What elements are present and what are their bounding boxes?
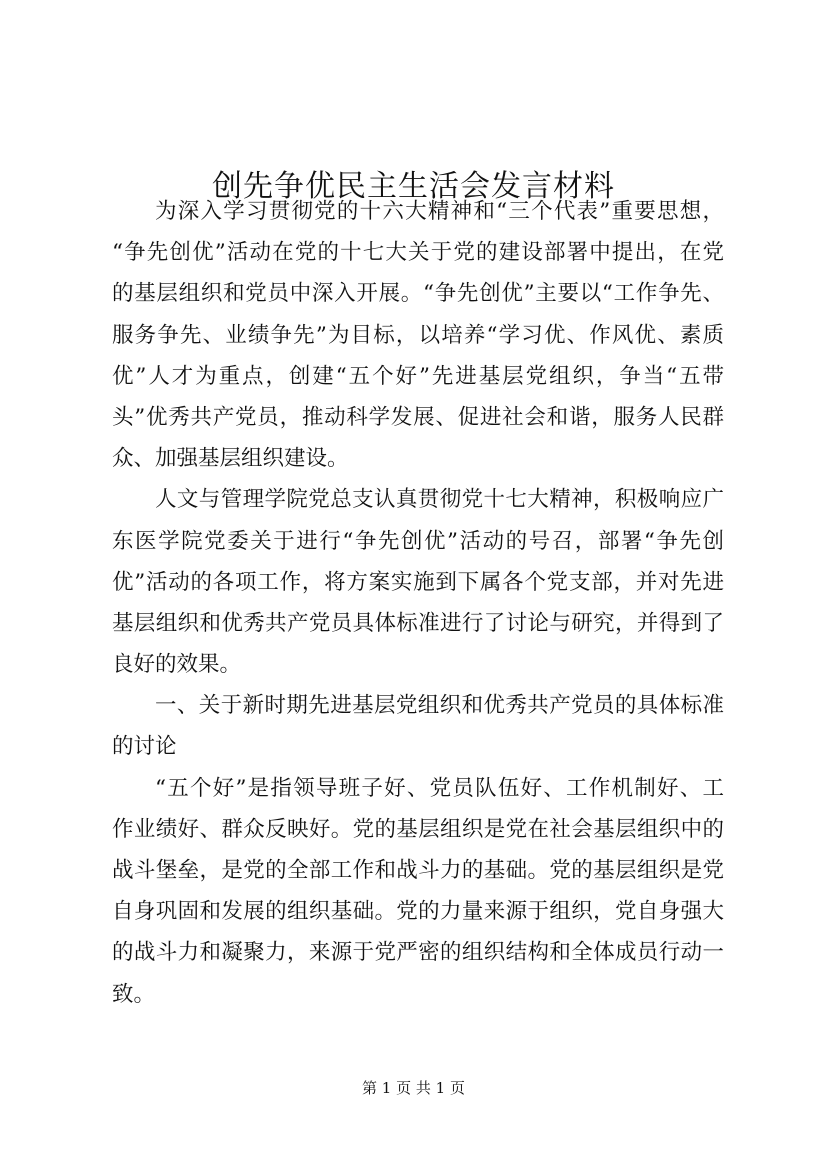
paragraph-2-line-1: 人文与管理学院党总支认真贯彻党十七大精神，积极响应广 [155,487,724,513]
paragraph-3-line-6: 致。 [112,981,156,1007]
paragraph-1-line-4: 服务争先、业绩争先”为目标，以培养“学习优、作风优、素质 [112,322,724,348]
paragraph-1-line-1: 为深入学习贯彻党的十六大精神和“三个代表”重要思想， [155,199,724,224]
paragraph-1-line-7: 众、加强基层组织建设。 [112,446,349,472]
paragraph-2-line-2: 东医学院党委关于进行“争先创优”活动的号召，部署“争先创 [112,528,724,554]
paragraph-1-line-2: “争先创优”活动在党的十七大关于党的建设部署中提出，在党 [112,240,724,266]
paragraph-3-line-1: “五个好”是指领导班子好、党员队伍好、工作机制好、工 [155,775,724,801]
section-heading-line-1: 一、关于新时期先进基层党组织和优秀共产党员的具体标准 [155,693,724,719]
paragraph-1-line-6: 头”优秀共产党员，推动科学发展、促进社会和谐，服务人民群 [112,404,724,430]
paragraph-2-line-3: 优”活动的各项工作，将方案实施到下属各个党支部，并对先进 [112,569,724,595]
document-title: 创先争优民主生活会发言材料 [212,169,615,205]
section-heading-line-2: 的讨论 [112,734,177,760]
paragraph-2-line-4: 基层组织和优秀共产党员具体标准进行了讨论与研究，并得到了 [112,610,724,636]
paragraph-3-line-4: 自身巩固和发展的组织基础。党的力量来源于组织，党自身强大 [112,899,724,925]
paragraph-1-line-5: 优”人才为重点，创建“五个好”先进基层党组织，争当“五带 [112,363,724,389]
paragraph-3-line-3: 战斗堡垒，是党的全部工作和战斗力的基础。党的基层组织是党 [112,858,724,883]
paragraph-2-line-5: 良好的效果。 [112,652,242,678]
page-footer: 第 1 页 共 1 页 [362,1079,465,1097]
paragraph-3-line-5: 的战斗力和凝聚力，来源于党严密的组织结构和全体成员行动一 [112,940,724,966]
document-body [112,191,724,1015]
paragraph-3-line-2: 作业绩好、群众反映好。党的基层组织是党在社会基层组织中的 [112,816,724,842]
paragraph-1-line-3: 的基层组织和党员中深入开展。“争先创优”主要以“工作争先、 [112,281,724,307]
